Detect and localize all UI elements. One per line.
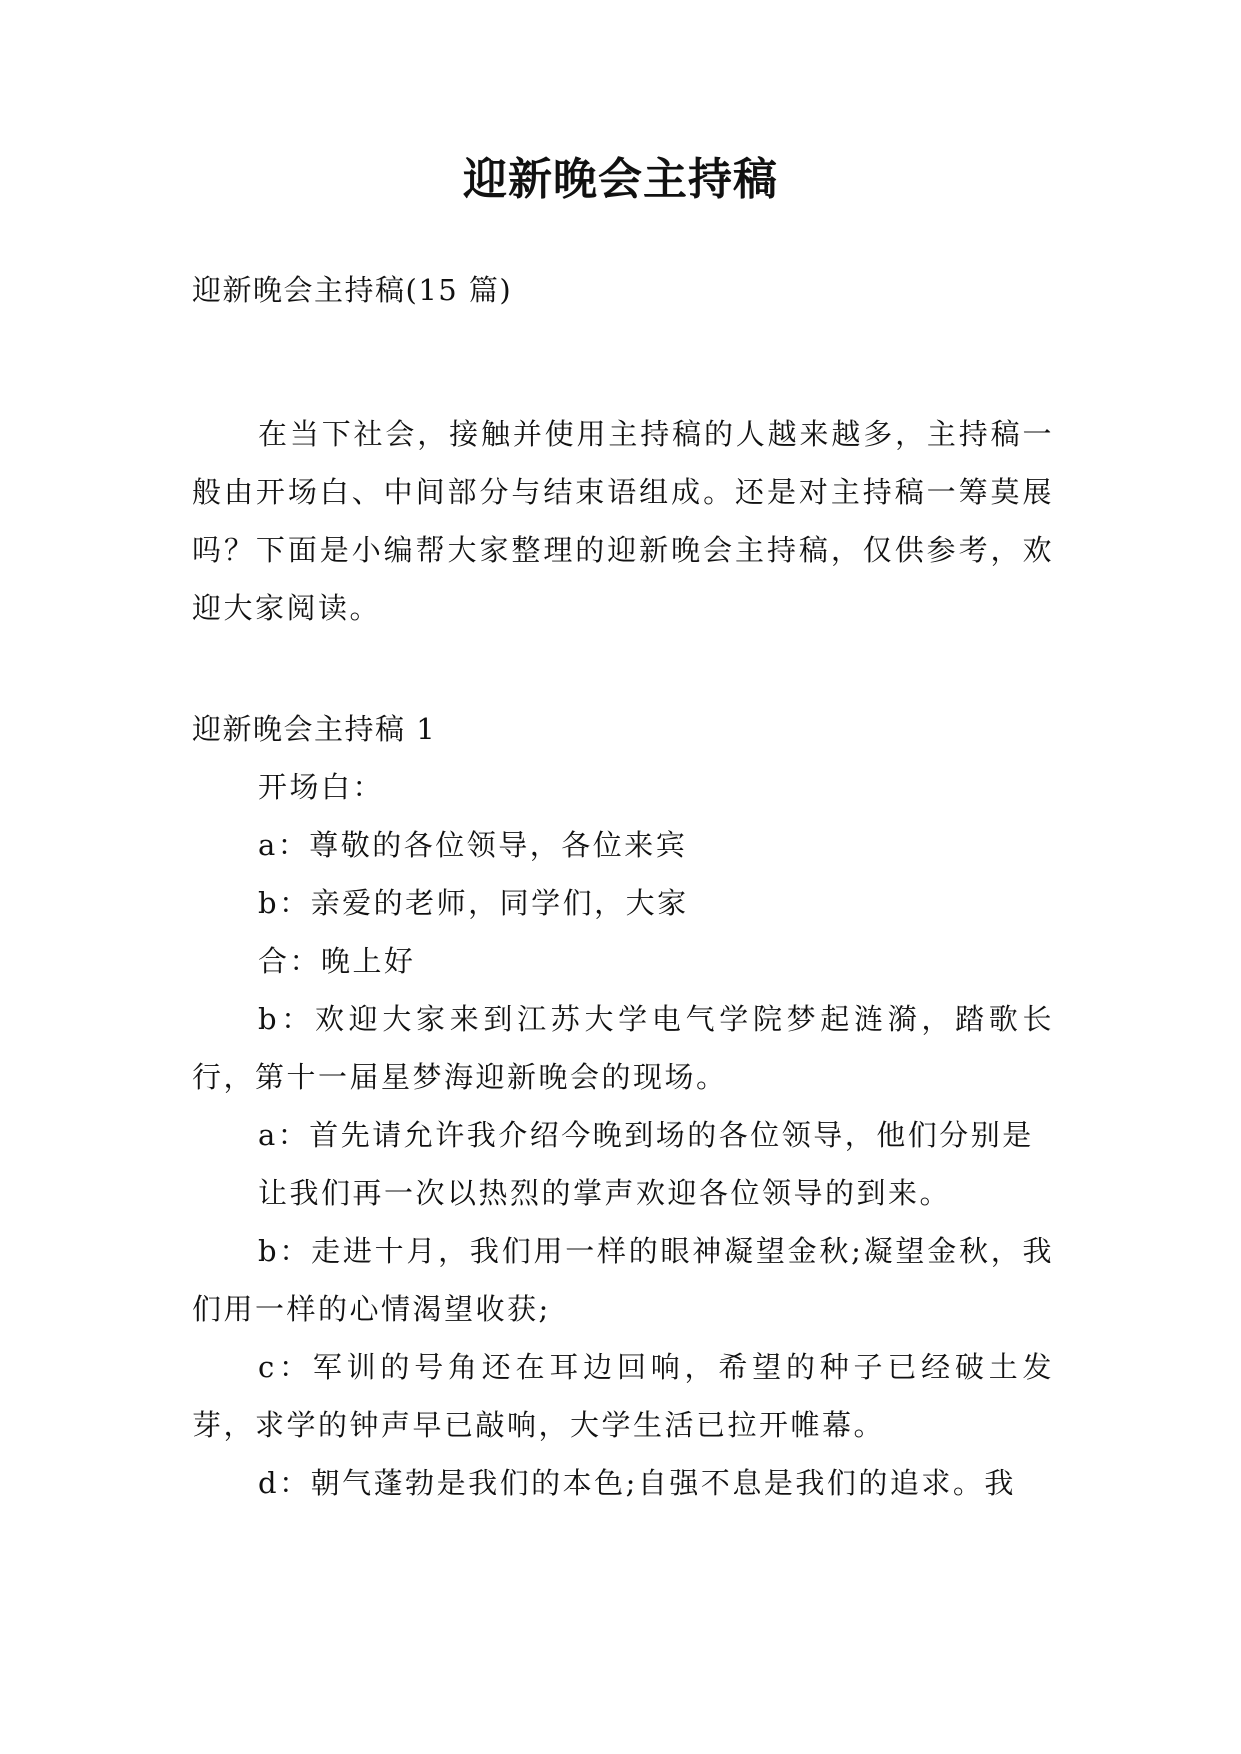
- article-heading: 迎新晚会主持稿 1: [192, 712, 437, 746]
- script-line: b：亲爱的老师，同学们，大家: [258, 886, 689, 920]
- intro-paragraph: 在当下社会，接触并使用主持稿的人越来越多，主持稿一般由开场白、中间部分与结束语组成。还是对主持稿一筹莫展吗？下面是小编帮大家整理的迎新晚会主持稿，仅供参考，欢迎大家阅读。: [192, 417, 1054, 625]
- script-line: c：军训的号角还在耳边回响，希望的种子已经破土发芽，求学的钟声早已敲响，大学生活已拉开帷幕。: [192, 1350, 1054, 1442]
- script-line: 合：晚上好: [258, 944, 416, 978]
- script-line: 开场白：: [258, 770, 385, 804]
- script-line: d：朝气蓬勃是我们的本色;自强不息是我们的追求。我: [258, 1466, 1016, 1500]
- script-line: a：尊敬的各位领导，各位来宾: [258, 828, 688, 862]
- script-line: a：首先请允许我介绍今晚到场的各位领导，他们分别是: [258, 1118, 1034, 1152]
- script-body: [192, 758, 1054, 1512]
- script-line: 让我们再一次以热烈的掌声欢迎各位领导的到来。: [258, 1176, 952, 1210]
- script-line: b：欢迎大家来到江苏大学电气学院梦起涟漪，踏歌长行，第十一届星梦海迎新晚会的现场。: [192, 1002, 1054, 1094]
- document-title: 迎新晚会主持稿: [463, 154, 778, 205]
- document-subtitle: 迎新晚会主持稿(15 篇): [192, 273, 513, 307]
- script-line: b：走进十月，我们用一样的眼神凝望金秋;凝望金秋，我们用一样的心情渴望收获;: [192, 1234, 1054, 1326]
